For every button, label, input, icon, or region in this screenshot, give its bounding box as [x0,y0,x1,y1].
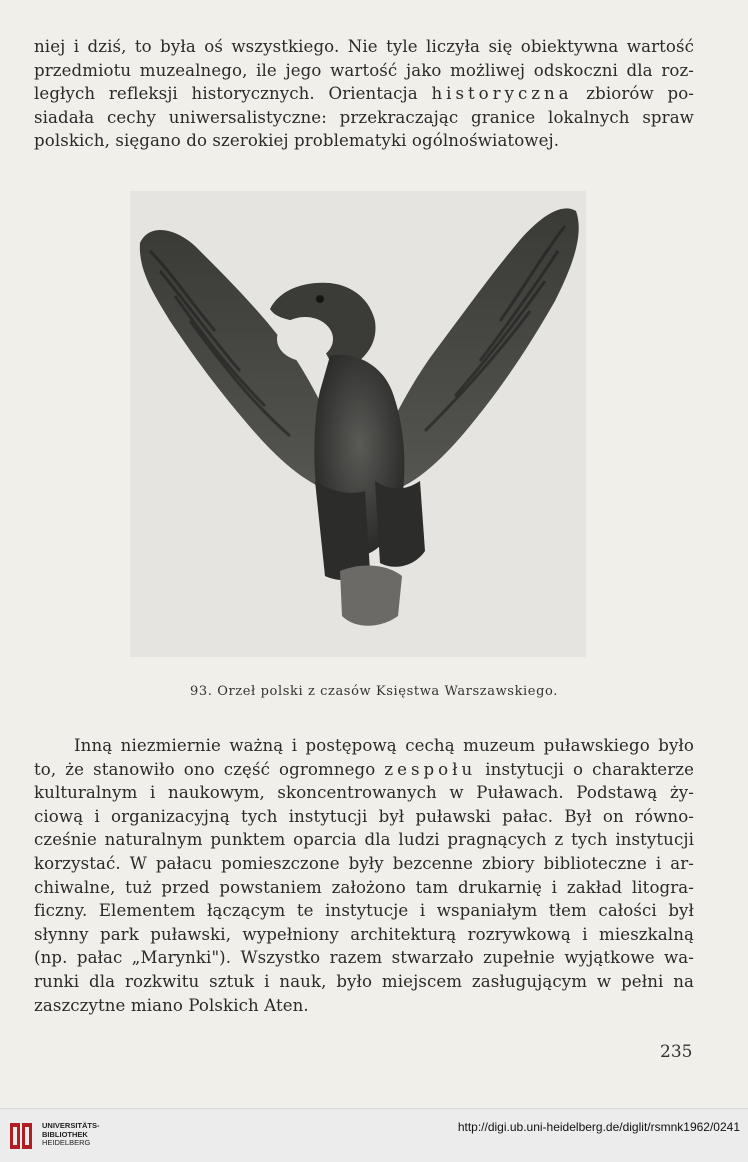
text-line: to, że stanowiło ono część ogromnego zespołu instytucji o charakterze [34,759,694,779]
text-line: runki dla rozkwitu sztuk i nauk, było miejscem zasługującym w pełni na [34,971,694,991]
text-line: chiwalne, tuż przed powstaniem założono tam drukarnię i zakład litogra- [34,877,694,897]
text-line: niej i dziś, to była oś wszystkiego. Nie tyle liczyła się obiektywna wartość [34,37,694,56]
text-line: ficzny. Elementem łączącym te instytucje i wspaniałym tłem całości był [34,901,694,921]
text-line: kulturalnym i naukowym, skoncentrowanych w Puławach. Podstawą ży- [34,783,694,803]
text-line: przedmiotu muzealnego, ile jego wartość jako możliwej odskoczni dla roz- [34,60,694,80]
text-line: cześnie naturalnym punktem oparcia dla ludzi pragnących z tych instytucji [34,830,694,850]
text-line: korzystać. W pałacu pomieszczone były bezcenne zbiory biblioteczne i ar- [34,853,694,873]
eagle-photo [130,191,586,657]
text-line: siadała cechy uniwersalistyczne: przekraczając granice lokalnych spraw [34,107,694,127]
text-line: polskich, sięgano do szerokiej problematyki ogólnoświatowej. [34,131,560,151]
top-paragraph [34,35,694,153]
university-library-logo-icon[interactable] [8,1119,36,1153]
text-line: (np. pałac „Marynki"). Wszystko razem stwarzało zupełnie wyjątkowe wa- [34,948,694,968]
page-number: 235 [660,1042,693,1062]
text-line: słynny park puławski, wypełniony architekturą rozrywkową i mieszkalną [34,924,694,944]
spaced-emphasis: zespołu [384,759,477,779]
text-line: ległych refleksji historycznych. Orientacja historyczna zbiorów po- [34,84,695,104]
footer-bar [0,1108,748,1162]
eagle-carving-icon [130,191,586,657]
spaced-emphasis: historyczna [431,84,573,104]
text-line: ciową i organizacyjną tych instytucji był puławski pałac. Był on równo- [34,806,694,826]
text-line: Inną niezmiernie ważną i postępową cechą muzeum puławskiego było [74,736,694,755]
library-name: UNIVERSITÄTS- BIBLIOTHEK HEIDELBERG [42,1121,100,1147]
body-paragraph [34,734,694,1017]
document-url-link[interactable]: http://digi.ub.uni-heidelberg.de/diglit/rsmnk1962/0241 [457,1120,740,1134]
figure-caption: 93. Orzeł polski z czasów Księstwa Warszawskiego. [190,684,558,699]
text-line: zaszczytne miano Polskich Aten. [34,995,309,1015]
